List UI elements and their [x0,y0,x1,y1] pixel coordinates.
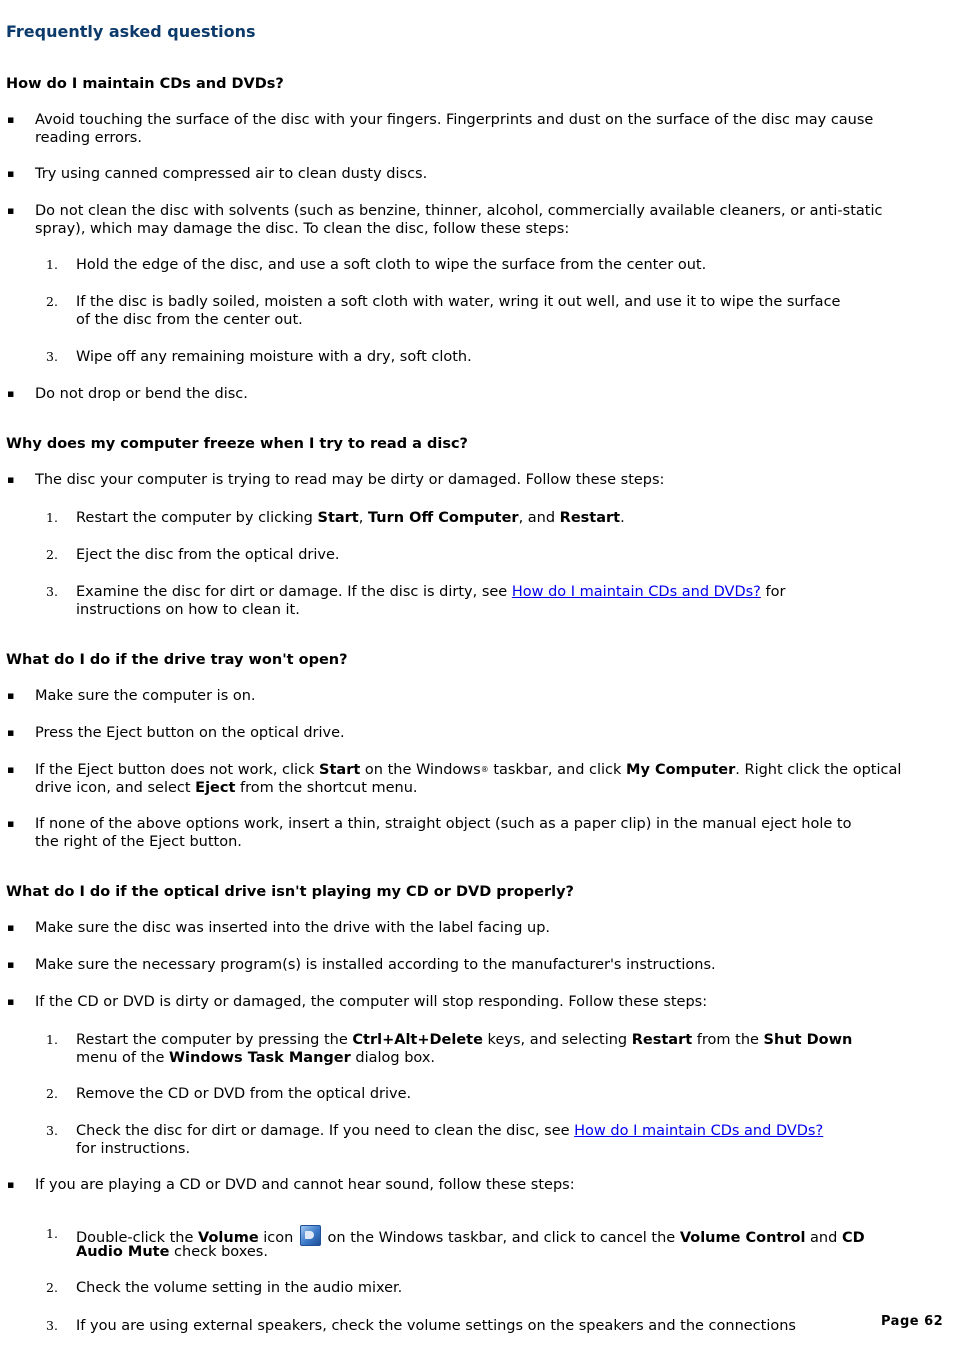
text: Double-click the [76,1230,199,1246]
step-number: 2. [46,1086,58,1101]
q3-bullet-2: Press the Eject button on the optical drive. [35,725,345,741]
text: icon [258,1230,298,1246]
q1-bullet-1-line-2: reading errors. [35,130,142,146]
text: keys, and selecting [482,1032,632,1048]
bullet-marker: ▪ [7,995,15,1008]
task-manager-bold: Windows Task Manger [169,1050,351,1066]
q1-bullet-2: Try using canned compressed air to clean dusty discs. [35,166,428,182]
q2-step-1 [76,509,625,527]
step-number: 3. [46,1318,58,1333]
text: taskbar, and click [488,762,627,778]
q1-bullet-3-line-2: spray), which may damage the disc. To clean the disc, follow these steps: [35,221,570,237]
q3-bullet-3-line-1 [35,761,901,779]
text: , [358,510,368,526]
q4-step-1-line-2 [76,1049,435,1067]
q4-step-3-line-1 [76,1122,823,1140]
bullet-marker: ▪ [7,763,15,776]
step-number: 1. [46,257,58,272]
text: menu of the [76,1050,170,1066]
step-number: 3. [46,1123,58,1138]
q3-bullet-4-line-1: If none of the above options work, insert a thin, straight object (such as a paper clip) in the manual eject hole to [35,816,852,832]
q1-step-1: Hold the edge of the disc, and use a soft cloth to wipe the surface from the center out. [76,257,707,273]
audio-mute-bold: Audio Mute [76,1244,170,1260]
q2-step-2: Eject the disc from the optical drive. [76,547,340,563]
step-number: 1. [46,510,58,525]
ctrl-alt-delete-bold: Ctrl+Alt+Delete [352,1032,483,1048]
q2-step-3-line-2: instructions on how to clean it. [76,602,300,618]
text: Check the disc for dirt or damage. If you need to clean the disc, see [76,1123,575,1139]
q3-bullet-1: Make sure the computer is on. [35,688,256,704]
q2-bullet-1: The disc your computer is trying to read may be dirty or damaged. Follow these steps: [35,472,665,488]
q4-bullet-2: Make sure the necessary program(s) is installed according to the manufacturer's instructions. [35,957,716,973]
start-bold: Start [319,762,361,778]
question-heading-freeze: Why does my computer freeze when I try to read a disc? [6,436,468,452]
bullet-marker: ▪ [7,726,15,739]
step-number: 1. [46,1032,58,1047]
text: and [805,1230,842,1246]
volume-control-bold: Volume Control [679,1230,806,1246]
question-heading-tray: What do I do if the drive tray won't open? [6,652,348,668]
restart-bold: Restart [631,1032,693,1048]
text: . Right click the optical [735,762,902,778]
q1-bullet-3-line-1: Do not clean the disc with solvents (such as benzine, thinner, alcohol, commercially available cleaners, or anti-static [35,203,883,219]
text: , and [518,510,560,526]
text: on the Windows [360,762,481,778]
bullet-marker: ▪ [7,113,15,126]
cd-bold: CD [841,1230,865,1246]
volume-bold: Volume [198,1230,259,1246]
q4-sound-step-1-line-2 [76,1243,268,1261]
my-computer-bold: My Computer [626,762,736,778]
text: for [760,584,786,600]
text: dialog box. [350,1050,436,1066]
registered-mark: ® [480,765,489,774]
text: Restart the computer by clicking [76,510,318,526]
q4-step-1-line-1 [76,1031,852,1049]
text: If the Eject button does not work, click [35,762,320,778]
eject-bold: Eject [195,780,236,796]
maintain-cds-link[interactable]: How do I maintain CDs and DVDs? [511,584,761,600]
q3-bullet-4-line-2: the right of the Eject button. [35,834,242,850]
q4-bullet-1: Make sure the disc was inserted into the drive with the label facing up. [35,920,551,936]
step-number: 3. [46,584,58,599]
bullet-marker: ▪ [7,689,15,702]
bullet-marker: ▪ [7,473,15,486]
restart-bold: Restart [559,510,621,526]
question-heading-maintain: How do I maintain CDs and DVDs? [6,76,284,92]
turn-off-bold: Turn Off Computer [367,510,519,526]
text: from the [692,1032,764,1048]
page-number: Page 62 [881,1314,944,1329]
maintain-cds-link[interactable]: How do I maintain CDs and DVDs? [574,1123,824,1139]
text: Examine the disc for dirt or damage. If the disc is dirty, see [76,584,512,600]
q4-sound-step-3: If you are using external speakers, check the volume settings on the speakers and the connections [76,1318,796,1334]
q4-step-3-line-2: for instructions. [76,1141,191,1157]
q1-bullet-4: Do not drop or bend the disc. [35,386,248,402]
shut-down-bold: Shut Down [763,1032,853,1048]
q4-bullet-4: If you are playing a CD or DVD and cannot hear sound, follow these steps: [35,1177,575,1193]
bullet-marker: ▪ [7,958,15,971]
volume-icon [300,1225,321,1246]
text: check boxes. [169,1244,268,1260]
q1-step-2-line-1: If the disc is badly soiled, moisten a soft cloth with water, wring it out well, and use it to wipe the surface [76,294,841,310]
step-number: 3. [46,349,58,364]
q4-sound-step-2: Check the volume setting in the audio mixer. [76,1280,403,1296]
q1-bullet-1-line-1: Avoid touching the surface of the disc with your fingers. Fingerprints and dust on the surface of the disc may cause [35,112,874,128]
start-bold: Start [317,510,359,526]
bullet-marker: ▪ [7,387,15,400]
text: . [620,510,625,526]
bullet-marker: ▪ [7,167,15,180]
step-number: 1. [46,1226,58,1241]
text: drive icon, and select [35,780,196,796]
bullet-marker: ▪ [7,921,15,934]
q1-step-2-line-2: of the disc from the center out. [76,312,303,328]
text: Restart the computer by pressing the [76,1032,353,1048]
q2-step-3-line-1 [76,583,785,601]
question-heading-playing: What do I do if the optical drive isn't playing my CD or DVD properly? [6,884,574,900]
text: on the Windows taskbar, and click to cancel the [322,1230,680,1246]
text: from the shortcut menu. [235,780,418,796]
bullet-marker: ▪ [7,204,15,217]
step-number: 2. [46,547,58,562]
q1-step-3: Wipe off any remaining moisture with a dry, soft cloth. [76,349,472,365]
bullet-marker: ▪ [7,1178,15,1191]
q3-bullet-3-line-2 [35,779,418,797]
q4-bullet-3: If the CD or DVD is dirty or damaged, the computer will stop responding. Follow these steps: [35,994,708,1010]
step-number: 2. [46,294,58,309]
page-title: Frequently asked questions [6,22,256,41]
step-number: 2. [46,1280,58,1295]
q4-step-2: Remove the CD or DVD from the optical drive. [76,1086,412,1102]
bullet-marker: ▪ [7,817,15,830]
